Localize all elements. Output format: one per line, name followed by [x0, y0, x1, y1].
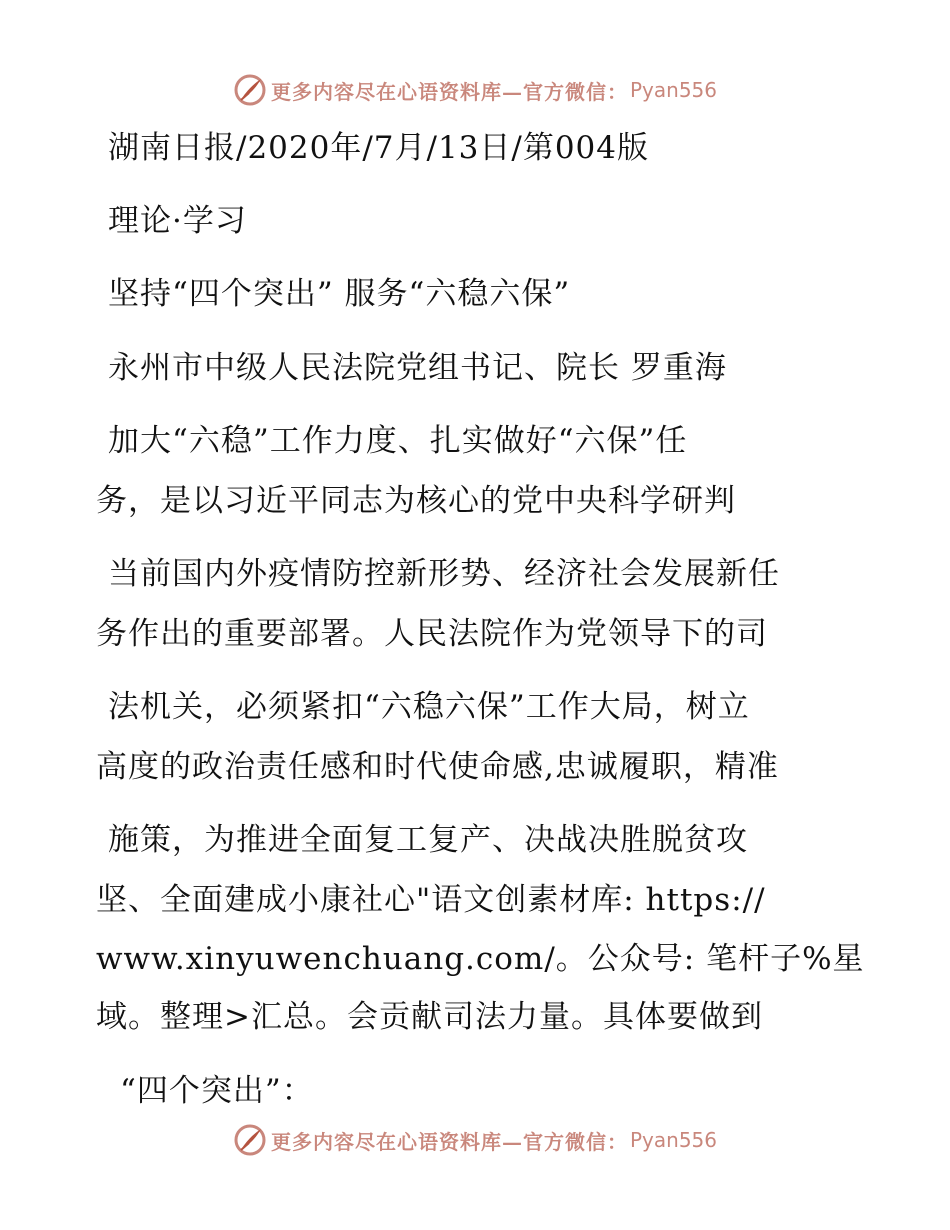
- feather-seal-icon: [233, 1123, 267, 1157]
- body-line: 坚、全面建成小康社心"语文创素材库: https://: [96, 882, 766, 918]
- body-line: 当前国内外疫情防控新形势、经济社会发展新任: [108, 556, 780, 592]
- body-line: 法机关，必须紧扣“六稳六保”工作大局，树立: [108, 689, 750, 725]
- body-line: 务，是以习近平同志为核心的党中央科学研判: [96, 483, 736, 519]
- body-line: 域。整理>汇总。会贡献司法力量。具体要做到: [96, 999, 763, 1035]
- author-line: 永州市中级人民法院党组书记、院长 罗重海: [108, 350, 727, 386]
- feather-seal-icon: [233, 73, 267, 107]
- watermark-footer: [0, 1120, 950, 1160]
- body-line: 加大“六稳”工作力度、扎实做好“六保”任: [108, 423, 688, 459]
- article-title: 坚持“四个突出” 服务“六稳六保”: [108, 276, 571, 312]
- watermark-wechat-id: Pyan556: [629, 1128, 717, 1152]
- source-line: 湖南日报/2020年/7月/13日/第004版: [108, 130, 650, 166]
- watermark-wechat-id: Pyan556: [629, 78, 717, 102]
- watermark-text: 更多内容尽在心语资料库—官方微信：: [270, 1129, 628, 1154]
- section-label: 理论·学习: [108, 203, 247, 239]
- body-line: 高度的政治责任感和时代使命感,忠诚履职，精准: [96, 749, 779, 785]
- watermark-text: 更多内容尽在心语资料库—官方微信：: [270, 79, 628, 104]
- body-line: 施策，为推进全面复工复产、决战决胜脱贫攻: [108, 822, 748, 858]
- body-line: “四个突出”：: [120, 1073, 314, 1109]
- body-line: 务作出的重要部署。人民法院作为党领导下的司: [96, 616, 768, 652]
- body-line: www.xinyuwenchuang.com/。公众号: 笔杆子%星: [96, 941, 865, 977]
- watermark-header: [0, 70, 950, 110]
